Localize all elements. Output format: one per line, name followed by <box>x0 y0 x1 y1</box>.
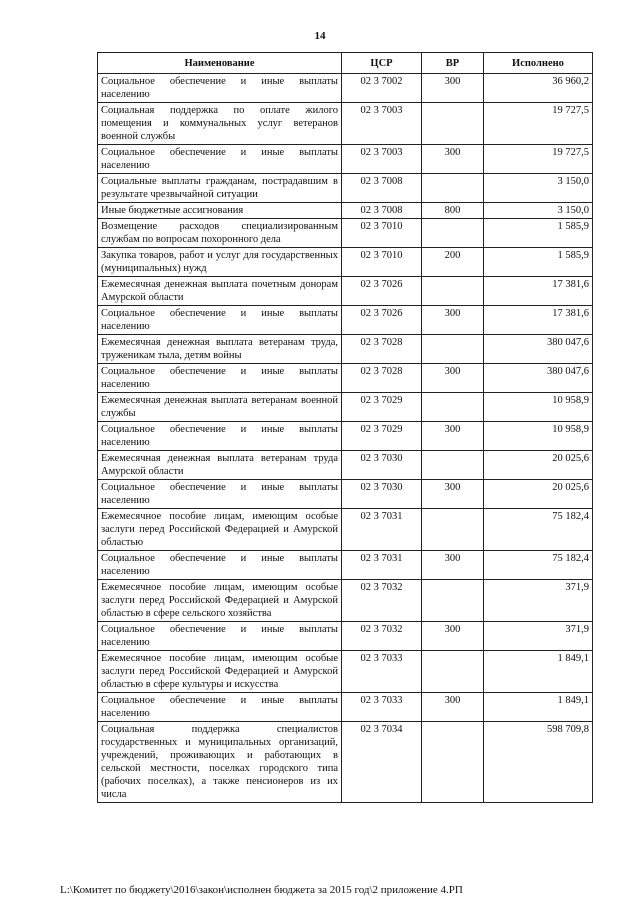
cell-vr <box>422 509 484 551</box>
cell-name: Ежемесячная денежная выплата почетным донорам Амурской области <box>98 277 342 306</box>
cell-csr: 02 3 7033 <box>342 693 422 722</box>
cell-name: Закупка товаров, работ и услуг для государственных (муниципальных) нужд <box>98 248 342 277</box>
cell-vr: 300 <box>422 306 484 335</box>
cell-name: Социальная поддержка специалистов государственных и муниципальных организаций, учреждений, проживающих и работающих в сельской местности, поселках городского типа (рабочих поселках), а также пенсионеров из их числа <box>98 722 342 803</box>
cell-done: 19 727,5 <box>484 145 593 174</box>
cell-done: 380 047,6 <box>484 335 593 364</box>
table-row <box>98 451 593 480</box>
cell-name: Социальное обеспечение и иные выплаты населению <box>98 145 342 174</box>
cell-done: 20 025,6 <box>484 451 593 480</box>
cell-done: 75 182,4 <box>484 509 593 551</box>
cell-name: Ежемесячное пособие лицам, имеющим особые заслуги перед Российской Федерацией и Амурской областью в сфере культуры и искусства <box>98 651 342 693</box>
cell-done: 10 958,9 <box>484 422 593 451</box>
cell-name: Социальное обеспечение и иные выплаты населению <box>98 74 342 103</box>
cell-done: 1 849,1 <box>484 651 593 693</box>
cell-vr <box>422 219 484 248</box>
cell-vr <box>422 174 484 203</box>
cell-name: Ежемесячная денежная выплата ветеранам военной службы <box>98 393 342 422</box>
cell-done: 17 381,6 <box>484 277 593 306</box>
cell-csr: 02 3 7029 <box>342 393 422 422</box>
cell-vr: 300 <box>422 693 484 722</box>
table-row <box>98 622 593 651</box>
cell-done: 17 381,6 <box>484 306 593 335</box>
cell-name: Социальное обеспечение и иные выплаты населению <box>98 422 342 451</box>
cell-name: Социальное обеспечение и иные выплаты населению <box>98 551 342 580</box>
cell-name: Ежемесячное пособие лицам, имеющим особые заслуги перед Российской Федерацией и Амурской областью в сфере сельского хозяйства <box>98 580 342 622</box>
table-row <box>98 335 593 364</box>
cell-csr: 02 3 7028 <box>342 364 422 393</box>
cell-csr: 02 3 7032 <box>342 580 422 622</box>
cell-vr <box>422 451 484 480</box>
cell-csr: 02 3 7030 <box>342 480 422 509</box>
cell-done: 10 958,9 <box>484 393 593 422</box>
cell-vr <box>422 277 484 306</box>
header-done: Исполнено <box>484 53 593 74</box>
cell-csr: 02 3 7026 <box>342 277 422 306</box>
cell-done: 19 727,5 <box>484 103 593 145</box>
table-row <box>98 174 593 203</box>
cell-csr: 02 3 7034 <box>342 722 422 803</box>
cell-vr: 300 <box>422 480 484 509</box>
table-row <box>98 651 593 693</box>
table-row <box>98 551 593 580</box>
page-number: 14 <box>314 30 326 42</box>
table-row <box>98 103 593 145</box>
table-row <box>98 480 593 509</box>
header-name: Наименование <box>98 53 342 74</box>
table-header-row <box>98 53 593 74</box>
cell-name: Социальное обеспечение и иные выплаты населению <box>98 364 342 393</box>
cell-vr <box>422 651 484 693</box>
cell-csr: 02 3 7029 <box>342 422 422 451</box>
cell-name: Ежемесячное пособие лицам, имеющим особые заслуги перед Российской Федерацией и Амурской областью <box>98 509 342 551</box>
cell-csr: 02 3 7008 <box>342 174 422 203</box>
table-row <box>98 248 593 277</box>
cell-csr: 02 3 7033 <box>342 651 422 693</box>
cell-csr: 02 3 7003 <box>342 145 422 174</box>
cell-csr: 02 3 7003 <box>342 103 422 145</box>
table-row <box>98 145 593 174</box>
cell-csr: 02 3 7031 <box>342 551 422 580</box>
cell-vr <box>422 393 484 422</box>
table-row <box>98 422 593 451</box>
cell-done: 3 150,0 <box>484 203 593 219</box>
cell-done: 371,9 <box>484 580 593 622</box>
cell-csr: 02 3 7002 <box>342 74 422 103</box>
cell-done: 75 182,4 <box>484 551 593 580</box>
table-row <box>98 74 593 103</box>
table-row <box>98 393 593 422</box>
header-vr: ВР <box>422 53 484 74</box>
cell-csr: 02 3 7028 <box>342 335 422 364</box>
cell-name: Социальные выплаты гражданам, пострадавшим в результате чрезвычайной ситуации <box>98 174 342 203</box>
cell-name: Возмещение расходов специализированным службам по вопросам похоронного дела <box>98 219 342 248</box>
cell-name: Социальное обеспечение и иные выплаты населению <box>98 693 342 722</box>
cell-csr: 02 3 7031 <box>342 509 422 551</box>
cell-vr: 300 <box>422 364 484 393</box>
table-row <box>98 693 593 722</box>
cell-csr: 02 3 7030 <box>342 451 422 480</box>
cell-done: 1 849,1 <box>484 693 593 722</box>
cell-done: 380 047,6 <box>484 364 593 393</box>
cell-done: 3 150,0 <box>484 174 593 203</box>
cell-vr <box>422 103 484 145</box>
cell-done: 598 709,8 <box>484 722 593 803</box>
cell-vr: 300 <box>422 551 484 580</box>
cell-csr: 02 3 7026 <box>342 306 422 335</box>
cell-vr <box>422 335 484 364</box>
cell-name: Социальная поддержка по оплате жилого помещения и коммунальных услуг ветеранов военной службы <box>98 103 342 145</box>
cell-vr <box>422 722 484 803</box>
table-row <box>98 509 593 551</box>
cell-name: Иные бюджетные ассигнования <box>98 203 342 219</box>
cell-name: Ежемесячная денежная выплата ветеранам труда Амурской области <box>98 451 342 480</box>
cell-vr: 300 <box>422 145 484 174</box>
cell-name: Ежемесячная денежная выплата ветеранам труда, труженикам тыла, детям войны <box>98 335 342 364</box>
table-row <box>98 306 593 335</box>
table-row <box>98 277 593 306</box>
cell-vr: 300 <box>422 74 484 103</box>
cell-vr: 200 <box>422 248 484 277</box>
cell-done: 36 960,2 <box>484 74 593 103</box>
cell-vr: 800 <box>422 203 484 219</box>
file-path-footer: L:\Комитет по бюджету\2016\закон\исполнен бюджета за 2015 год\2 приложение 4.РП <box>60 884 463 896</box>
table-row <box>98 203 593 219</box>
cell-name: Социальное обеспечение и иные выплаты населению <box>98 622 342 651</box>
cell-vr <box>422 580 484 622</box>
cell-name: Социальное обеспечение и иные выплаты населению <box>98 480 342 509</box>
cell-name: Социальное обеспечение и иные выплаты населению <box>98 306 342 335</box>
cell-vr: 300 <box>422 622 484 651</box>
cell-csr: 02 3 7010 <box>342 248 422 277</box>
table-row <box>98 364 593 393</box>
cell-done: 1 585,9 <box>484 219 593 248</box>
cell-csr: 02 3 7032 <box>342 622 422 651</box>
cell-done: 1 585,9 <box>484 248 593 277</box>
table-row <box>98 722 593 803</box>
budget-table <box>97 52 593 803</box>
cell-csr: 02 3 7008 <box>342 203 422 219</box>
cell-done: 20 025,6 <box>484 480 593 509</box>
cell-done: 371,9 <box>484 622 593 651</box>
table-row <box>98 219 593 248</box>
cell-vr: 300 <box>422 422 484 451</box>
header-csr: ЦСР <box>342 53 422 74</box>
cell-csr: 02 3 7010 <box>342 219 422 248</box>
table-row <box>98 580 593 622</box>
